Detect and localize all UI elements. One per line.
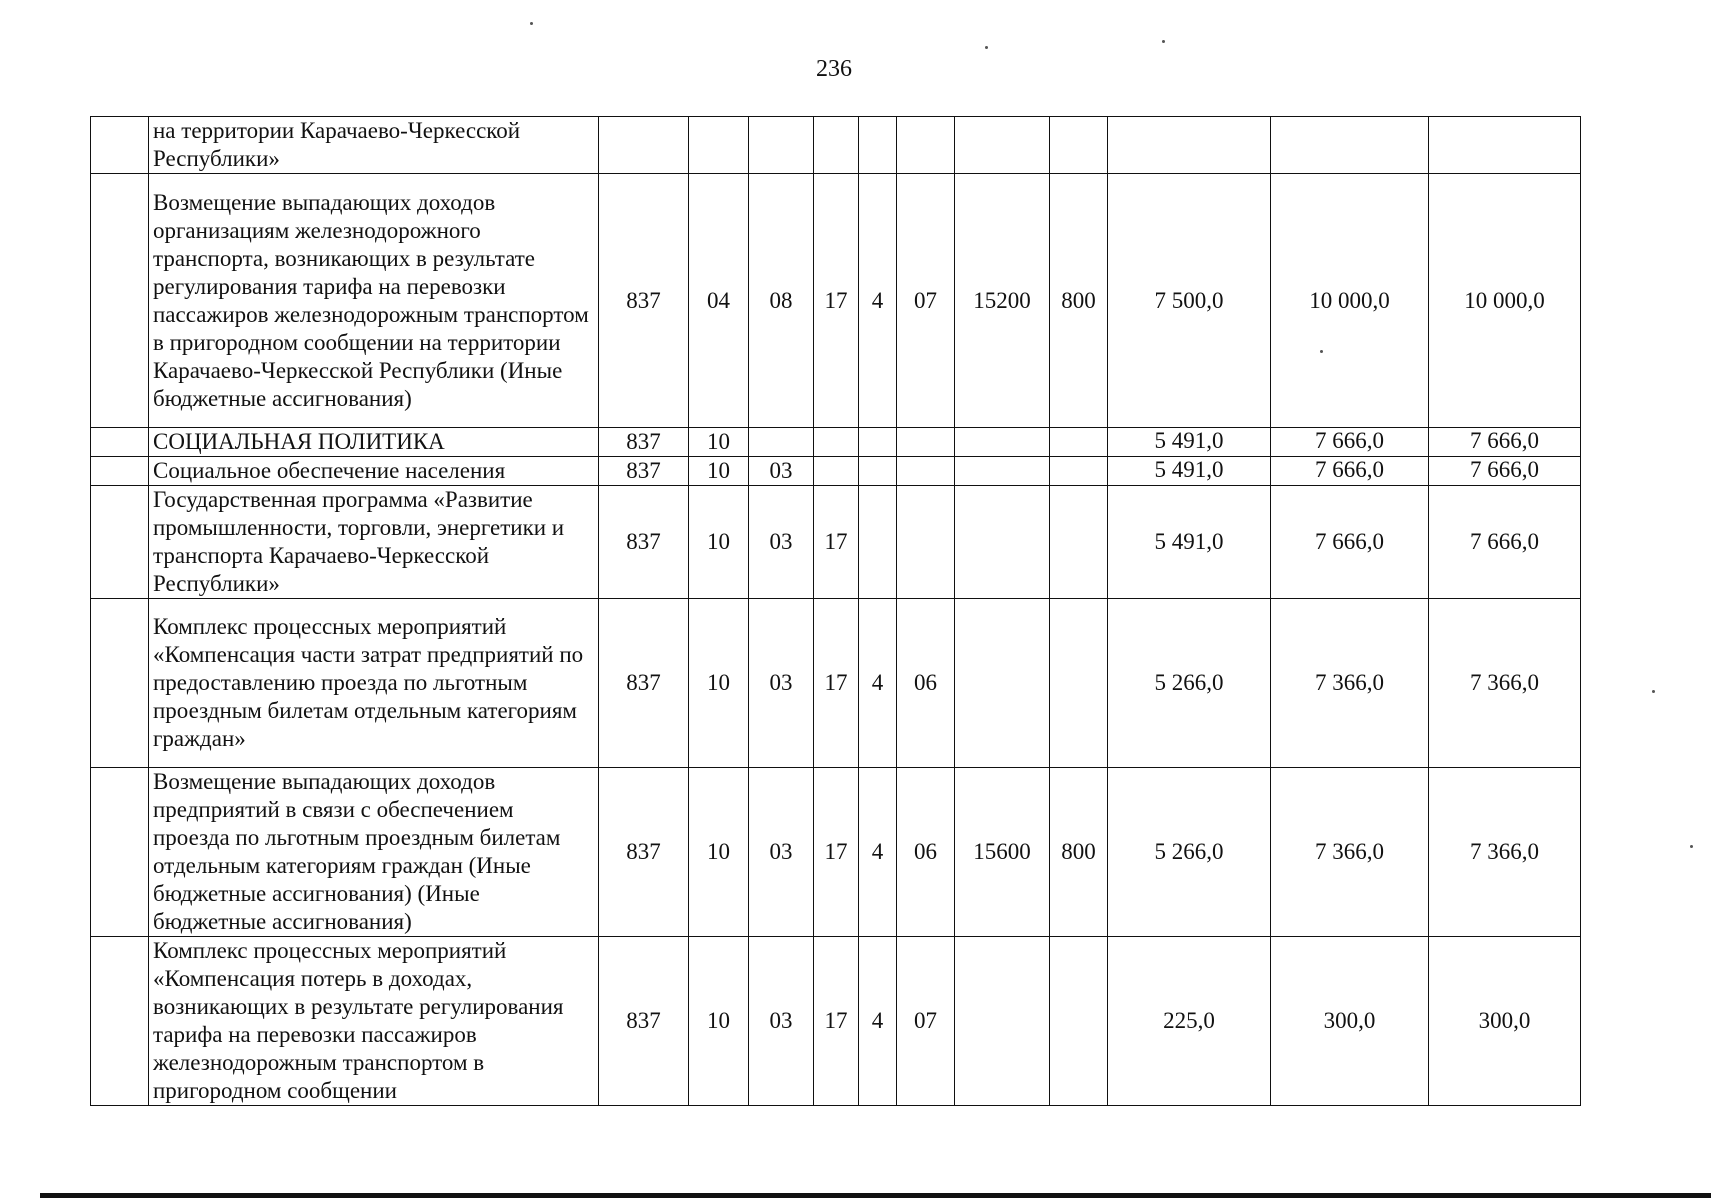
code-subprogram [859,486,897,599]
amount-year-3: 7 666,0 [1429,486,1581,599]
code-admin: 837 [599,457,689,486]
code-activity: 06 [897,599,955,768]
table-row [91,174,1581,428]
amount-year-2 [1271,117,1429,174]
row-index-cell [91,428,149,457]
amount-year-1: 5 266,0 [1108,768,1271,937]
code-section: 10 [689,599,749,768]
code-section: 10 [689,457,749,486]
code-expense-type [1050,117,1108,174]
code-direction [955,937,1050,1106]
code-subprogram [859,117,897,174]
table-row [91,428,1581,457]
code-expense-type: 800 [1050,174,1108,428]
amount-year-2: 7 366,0 [1271,768,1429,937]
code-activity [897,117,955,174]
amount-year-1: 5 266,0 [1108,599,1271,768]
amount-year-2: 7 366,0 [1271,599,1429,768]
item-name: Социальное обеспечение населения [149,457,599,486]
code-program [814,117,859,174]
table-row [91,486,1581,599]
code-direction [955,486,1050,599]
code-subsection: 03 [749,937,814,1106]
code-program: 17 [814,937,859,1106]
amount-year-3: 7 366,0 [1429,768,1581,937]
amount-year-2: 7 666,0 [1271,457,1429,486]
code-admin: 837 [599,174,689,428]
scan-speck [1320,350,1323,353]
code-program: 17 [814,599,859,768]
code-activity: 06 [897,768,955,937]
item-name: Комплекс процессных мероприятий «Компенсация потерь в доходах, возникающих в результате регулирования тарифа на перевозки пассажиров железнодорожным транспортом в пригородном сообщении [149,937,599,1106]
amount-year-1: 5 491,0 [1108,486,1271,599]
item-name: Комплекс процессных мероприятий «Компенсация части затрат предприятий по предоставлению проезда по льготным проездным билетам отдельным категориям граждан» [149,599,599,768]
amount-year-3: 7 666,0 [1429,457,1581,486]
budget-table [90,116,1581,1106]
row-index-cell [91,486,149,599]
amount-year-3 [1429,117,1581,174]
code-subsection [749,428,814,457]
amount-year-1: 7 500,0 [1108,174,1271,428]
code-direction [955,428,1050,457]
table-row [91,937,1581,1106]
scan-edge-rule [40,1193,1711,1198]
amount-year-2: 300,0 [1271,937,1429,1106]
code-activity: 07 [897,937,955,1106]
code-activity [897,486,955,599]
amount-year-2: 7 666,0 [1271,486,1429,599]
code-expense-type [1050,937,1108,1106]
scan-speck [1690,845,1693,848]
amount-year-3: 7 366,0 [1429,599,1581,768]
code-admin: 837 [599,428,689,457]
row-index-cell [91,768,149,937]
item-name: СОЦИАЛЬНАЯ ПОЛИТИКА [149,428,599,457]
amount-year-3: 300,0 [1429,937,1581,1106]
code-direction [955,117,1050,174]
amount-year-2: 7 666,0 [1271,428,1429,457]
code-admin: 837 [599,768,689,937]
amount-year-1: 5 491,0 [1108,428,1271,457]
code-direction: 15600 [955,768,1050,937]
code-expense-type [1050,457,1108,486]
scan-speck [530,22,533,25]
code-subsection: 03 [749,599,814,768]
code-direction [955,599,1050,768]
amount-year-1: 225,0 [1108,937,1271,1106]
code-subsection: 03 [749,486,814,599]
code-expense-type [1050,428,1108,457]
code-program: 17 [814,174,859,428]
item-name: Государственная программа «Развитие промышленности, торговли, энергетики и транспорта Карачаево-Черкесской Республики» [149,486,599,599]
code-admin: 837 [599,937,689,1106]
code-section: 10 [689,486,749,599]
code-subprogram [859,457,897,486]
row-index-cell [91,117,149,174]
code-admin: 837 [599,599,689,768]
row-index-cell [91,174,149,428]
code-activity [897,428,955,457]
amount-year-3: 7 666,0 [1429,428,1581,457]
code-activity [897,457,955,486]
code-section: 10 [689,768,749,937]
code-admin [599,117,689,174]
code-program [814,457,859,486]
code-subprogram: 4 [859,937,897,1106]
code-subprogram: 4 [859,599,897,768]
code-subsection: 03 [749,457,814,486]
code-expense-type [1050,599,1108,768]
amount-year-2: 10 000,0 [1271,174,1429,428]
code-direction: 15200 [955,174,1050,428]
row-index-cell [91,937,149,1106]
scan-speck [985,46,988,49]
code-section [689,117,749,174]
table-row [91,457,1581,486]
item-name: на территории Карачаево-Черкесской Республики» [149,117,599,174]
scan-speck [1652,690,1655,693]
item-name: Возмещение выпадающих доходов предприятий в связи с обеспечением проезда по льготным проездным билетам отдельным категориям граждан (Иные бюджетные ассигнования) (Иные бюджетные ассигнования) [149,768,599,937]
amount-year-3: 10 000,0 [1429,174,1581,428]
table-row [91,768,1581,937]
code-section: 10 [689,937,749,1106]
code-program: 17 [814,768,859,937]
code-direction [955,457,1050,486]
table-row [91,599,1581,768]
code-program: 17 [814,486,859,599]
code-subprogram: 4 [859,768,897,937]
table-row [91,117,1581,174]
code-expense-type: 800 [1050,768,1108,937]
amount-year-1 [1108,117,1271,174]
code-activity: 07 [897,174,955,428]
code-subprogram: 4 [859,174,897,428]
code-admin: 837 [599,486,689,599]
page-number: 236 [816,56,852,82]
row-index-cell [91,457,149,486]
code-section: 04 [689,174,749,428]
code-expense-type [1050,486,1108,599]
scan-speck [1162,40,1165,43]
code-program [814,428,859,457]
code-subprogram [859,428,897,457]
item-name: Возмещение выпадающих доходов организациям железнодорожного транспорта, возникающих в результате регулирования тарифа на перевозки пассажиров железнодорожным транспортом в пригородном сообщении на территории Карачаево-Черкесской Республики (Иные бюджетные ассигнования) [149,174,599,428]
code-section: 10 [689,428,749,457]
code-subsection: 03 [749,768,814,937]
code-subsection [749,117,814,174]
row-index-cell [91,599,149,768]
code-subsection: 08 [749,174,814,428]
amount-year-1: 5 491,0 [1108,457,1271,486]
